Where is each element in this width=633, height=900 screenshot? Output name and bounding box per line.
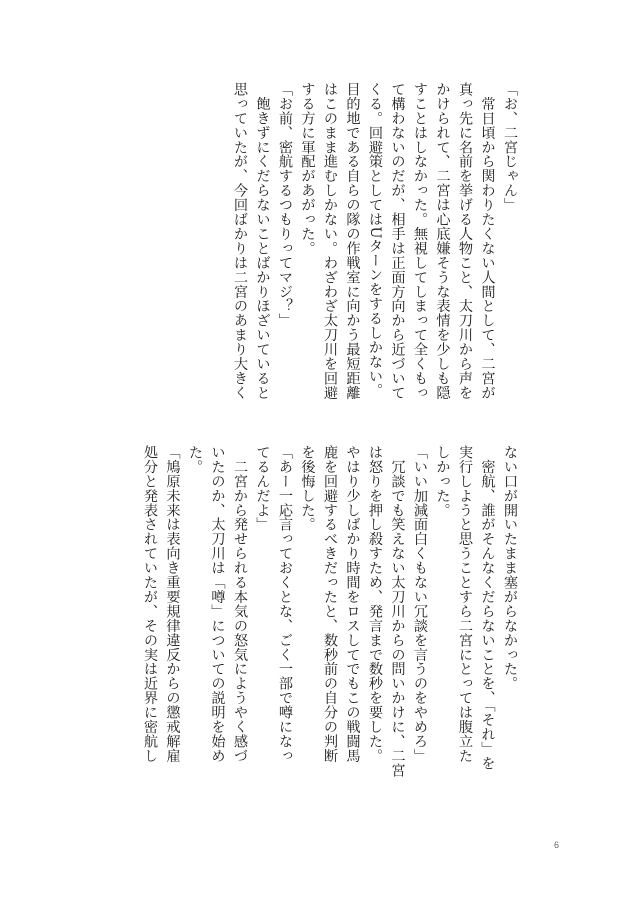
text-line: ない口が開いたまま塞がらなかった。 xyxy=(502,445,518,691)
page-number: 6 xyxy=(553,840,559,850)
text-line: 「あー一応言っておくとな、ごく一部で噂になっ xyxy=(277,445,293,763)
text-line: 「お、二宮じゃん」 xyxy=(502,82,518,213)
text-line: くる。回避策としてはUターンをするしかない。 xyxy=(367,82,383,398)
text-line: 二宮から発せられる本気の怒気にようやく感づ xyxy=(232,445,248,763)
text-line: 鹿を回避するべきだったと、数秒前の自分の判断 xyxy=(322,445,338,763)
text-line: を後悔した。 xyxy=(299,445,316,532)
text-block-top xyxy=(161,82,521,422)
text-line: する方に軍配があがった。 xyxy=(299,82,316,256)
text-line: はこのまま進むしかない。わざわざ太刀川を回避 xyxy=(322,82,338,400)
text-line: かけられて、二宮は心底嫌そうな表情を少しも隠 xyxy=(434,82,451,400)
text-line: 冗談でも笑えない太刀川からの問いかけに、二宮 xyxy=(389,445,406,778)
text-line: てるんだよ」 xyxy=(254,445,271,532)
text-line: 実行しようと思うことすら二宮にとっては腹立た xyxy=(457,445,473,763)
text-line: 飽きずにくだらないことばかりほざいていると xyxy=(254,82,271,400)
text-line: やはり少しばかり時間をロスしてでもこの戦闘馬 xyxy=(344,445,361,763)
text-line: いたのか、太刀川は「噂」についての説明を始め xyxy=(209,445,226,763)
text-line: 密航、誰がそんなくだらないことを、「それ」を xyxy=(479,445,496,771)
text-line: 常日頃から関わりたくない人間として、二宮が xyxy=(479,82,496,400)
text-line: 「鳩原未来は表向き重要規律違反からの懲戒解雇 xyxy=(164,445,181,763)
text-line: 思っていたが、今回ばかりは二宮のあまり大きく xyxy=(232,82,248,400)
text-line: すことはしなかった。無視してしまって全くもっ xyxy=(412,82,428,400)
text-line: しかった。 xyxy=(434,445,451,518)
text-line: は怒りを押し殺すため、発言まで数秒を要した。 xyxy=(367,445,383,763)
text-line: 「いい加減面白くもない冗談を言うのをやめろ」 xyxy=(412,445,428,763)
text-line: 処分と発表されていたが、その実は近界に密航し xyxy=(142,445,158,763)
text-line: 目的地である自らの隊の作戦室に向かう最短距離 xyxy=(344,82,361,400)
text-line: 真っ先に名前を挙げる人物こと、太刀川から声を xyxy=(457,82,473,400)
text-line: 「お前、密航するつもりってマジ？」 xyxy=(277,82,293,328)
text-block-bottom xyxy=(142,445,521,790)
text-line: て構わないのだが、相手は正面方向から近づいて xyxy=(389,82,406,400)
text-line: た。 xyxy=(187,445,203,474)
